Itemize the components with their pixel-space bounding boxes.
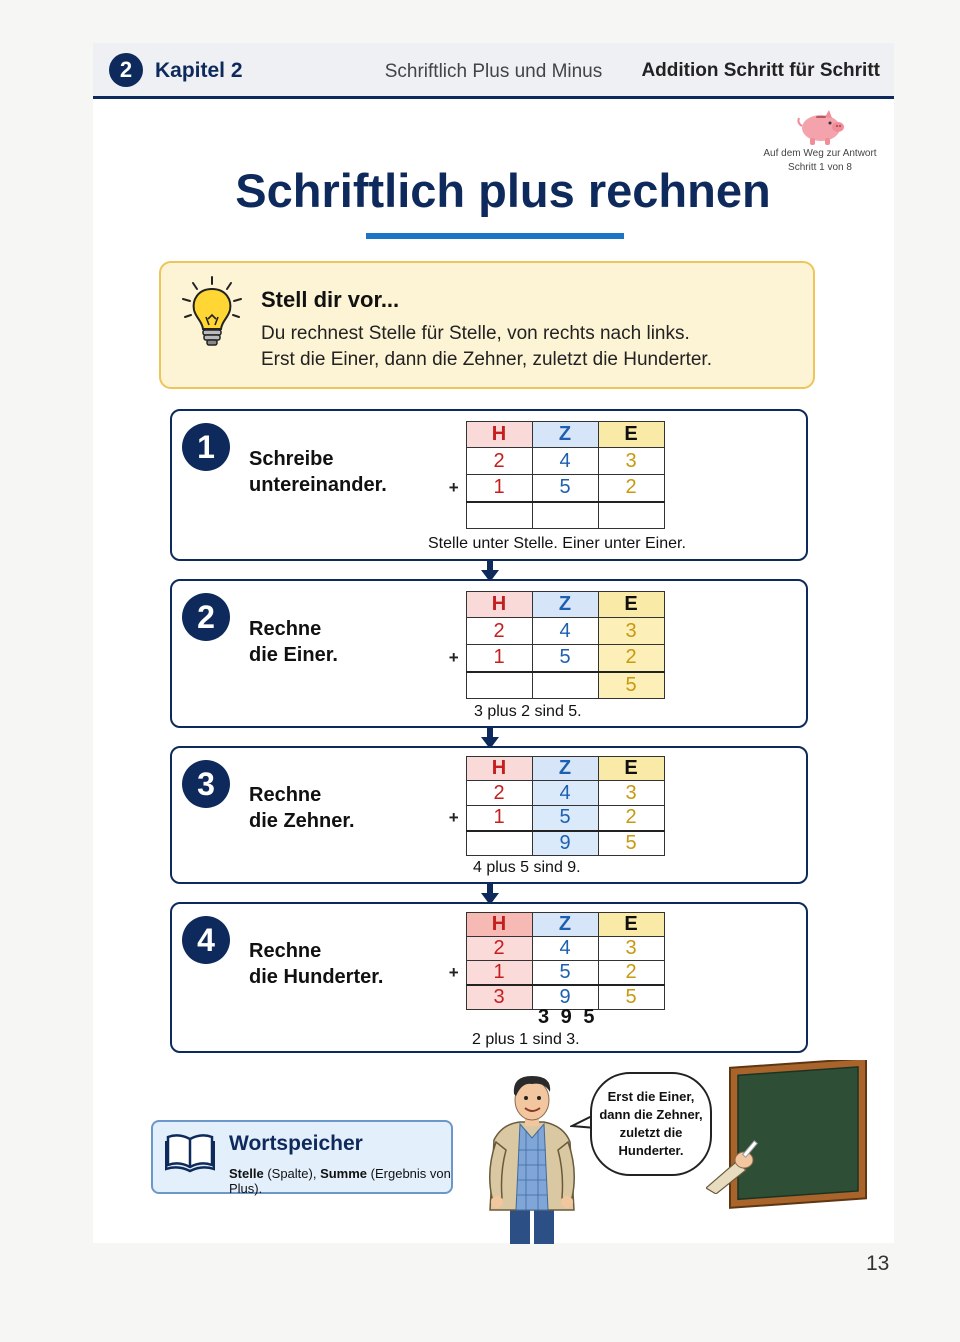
intro-line-1: Du rechnest Stelle für Stelle, von rechts nach links. bbox=[261, 323, 690, 344]
cell-sum-ones: 5 bbox=[598, 985, 664, 1010]
step-instruction-line-2: die Hunderter. bbox=[249, 966, 384, 988]
book-icon bbox=[165, 1131, 215, 1173]
cell-sum-hundreds: 3 bbox=[466, 985, 532, 1010]
teacher-illustration bbox=[482, 1070, 592, 1244]
header-ones: E bbox=[598, 592, 664, 618]
word-memory-heading: Wortspeicher bbox=[229, 1132, 363, 1155]
chalk-hand-illustration bbox=[706, 1130, 766, 1194]
header-ones: E bbox=[598, 422, 664, 448]
step-card-1 bbox=[170, 409, 808, 561]
cell-row1-hundreds: 2 bbox=[466, 618, 532, 645]
cell-row1-ones: 3 bbox=[598, 781, 664, 806]
cell-row2-hundreds: 1 bbox=[466, 961, 532, 986]
bubble-line-4: Hunderter. bbox=[618, 1143, 684, 1158]
cell-row1-tens: 4 bbox=[532, 618, 598, 645]
cell-row2-ones: 2 bbox=[598, 806, 664, 831]
header-tens: Z bbox=[532, 592, 598, 618]
header-ones: E bbox=[598, 757, 664, 781]
cell-sum-tens bbox=[532, 502, 598, 529]
cell-sum-hundreds bbox=[466, 502, 532, 529]
step-number-badge: 1 bbox=[182, 423, 230, 471]
cell-row1-hundreds: 2 bbox=[466, 937, 532, 961]
header-ones: E bbox=[598, 913, 664, 937]
cell-row1-hundreds: 2 bbox=[466, 448, 532, 475]
cell-sum-ones: 5 bbox=[598, 672, 664, 699]
step-card-3 bbox=[170, 746, 808, 884]
step-instruction bbox=[249, 782, 355, 834]
page-number: 13 bbox=[866, 1252, 890, 1275]
cell-row2-ones: 2 bbox=[598, 645, 664, 672]
bubble-line-2: dann die Zehner, bbox=[599, 1107, 703, 1122]
cell-row2-ones: 2 bbox=[598, 475, 664, 502]
step-instruction bbox=[249, 616, 338, 668]
cell-sum-tens: 9 bbox=[532, 985, 598, 1010]
word-memory-text bbox=[229, 1166, 451, 1196]
header-hundreds: H bbox=[466, 592, 532, 618]
chapter-header bbox=[93, 43, 894, 99]
step-caption: 2 plus 1 sind 3. bbox=[472, 1031, 580, 1048]
cell-row1-tens: 4 bbox=[532, 937, 598, 961]
plus-sign: + bbox=[448, 808, 459, 827]
lightbulb-icon bbox=[179, 275, 245, 351]
cell-row1-ones: 3 bbox=[598, 618, 664, 645]
step-number-badge: 4 bbox=[182, 916, 230, 964]
cell-row2-hundreds: 1 bbox=[466, 806, 532, 831]
speech-bubble bbox=[590, 1072, 712, 1176]
step-instruction-line-1: Rechne bbox=[249, 940, 322, 962]
bubble-line-3: zuletzt die bbox=[619, 1125, 683, 1140]
cell-row2-tens: 5 bbox=[532, 806, 598, 831]
page-title: Schriftlich plus rechnen bbox=[235, 164, 771, 217]
place-value-table bbox=[442, 756, 665, 856]
cell-sum-ones bbox=[598, 502, 664, 529]
term-summe-note: (Ergebnis von Plus). bbox=[229, 1166, 451, 1196]
step-instruction-line-2: untereinander. bbox=[249, 474, 387, 496]
step-instruction bbox=[249, 938, 383, 990]
bubble-line-1: Erst die Einer, bbox=[607, 1089, 695, 1104]
title-underline bbox=[366, 233, 624, 239]
cell-row2-tens: 5 bbox=[532, 961, 598, 986]
step-instruction bbox=[249, 446, 387, 498]
intro-heading: Stell dir vor... bbox=[261, 287, 400, 312]
chapter-label: Kapitel 2 bbox=[155, 59, 243, 82]
header-tens: Z bbox=[532, 757, 598, 781]
step-caption: 4 plus 5 sind 9. bbox=[473, 859, 581, 876]
cell-row1-tens: 4 bbox=[532, 448, 598, 475]
cell-row1-tens: 4 bbox=[532, 781, 598, 806]
place-value-table bbox=[442, 591, 665, 699]
cell-row1-ones: 3 bbox=[598, 448, 664, 475]
cell-row2-hundreds: 1 bbox=[466, 645, 532, 672]
term-stelle-note: (Spalte), bbox=[267, 1166, 321, 1181]
cell-row2-tens: 5 bbox=[532, 475, 598, 502]
word-memory-box bbox=[151, 1120, 453, 1194]
cell-sum-ones: 5 bbox=[598, 831, 664, 856]
step-number-badge: 3 bbox=[182, 760, 230, 808]
cell-sum-hundreds bbox=[466, 672, 532, 699]
chapter-number-badge: 2 bbox=[109, 53, 143, 87]
plus-sign: + bbox=[448, 648, 459, 667]
step-instruction-line-2: die Zehner. bbox=[249, 810, 355, 832]
header-tens: Z bbox=[532, 913, 598, 937]
cell-row2-tens: 5 bbox=[532, 645, 598, 672]
cell-row2-hundreds: 1 bbox=[466, 475, 532, 502]
progress-step: Schritt 1 von 8 bbox=[788, 162, 852, 173]
header-tens: Z bbox=[532, 422, 598, 448]
step-caption: 3 plus 2 sind 5. bbox=[474, 703, 582, 720]
step-instruction-line-1: Schreibe bbox=[249, 448, 334, 470]
piggy-bank-icon bbox=[795, 108, 847, 146]
term-summe: Summe bbox=[320, 1166, 368, 1181]
intro-line-2: Erst die Einer, dann die Zehner, zuletzt die Hunderter. bbox=[261, 349, 712, 370]
cell-row1-ones: 3 bbox=[598, 937, 664, 961]
place-value-table bbox=[442, 912, 665, 1010]
cell-row2-ones: 2 bbox=[598, 961, 664, 986]
header-hundreds: H bbox=[466, 757, 532, 781]
cell-sum-tens bbox=[532, 672, 598, 699]
step-number-badge: 2 bbox=[182, 593, 230, 641]
cell-sum-tens: 9 bbox=[532, 831, 598, 856]
step-card-2 bbox=[170, 579, 808, 728]
sum-result: 3 9 5 bbox=[538, 1006, 598, 1028]
header-hundreds: H bbox=[466, 422, 532, 448]
step-caption: Stelle unter Stelle. Einer unter Einer. bbox=[428, 535, 686, 552]
plus-sign: + bbox=[448, 962, 459, 982]
step-instruction-line-1: Rechne bbox=[249, 618, 322, 640]
term-stelle: Stelle bbox=[229, 1166, 264, 1181]
step-instruction-line-2: die Einer. bbox=[249, 644, 338, 666]
intro-box bbox=[159, 261, 815, 389]
plus-sign: + bbox=[448, 478, 459, 497]
cell-row1-hundreds: 2 bbox=[466, 781, 532, 806]
step-instruction-line-1: Rechne bbox=[249, 784, 322, 806]
header-hundreds: H bbox=[466, 913, 532, 937]
section-title: Schriftlich Plus und Minus bbox=[384, 61, 603, 82]
topic-title: Addition Schritt für Schritt bbox=[641, 60, 880, 81]
cell-sum-hundreds bbox=[466, 831, 532, 856]
step-card-4 bbox=[170, 902, 808, 1053]
place-value-table bbox=[442, 421, 665, 529]
progress-label: Auf dem Weg zur Antwort bbox=[763, 148, 877, 159]
